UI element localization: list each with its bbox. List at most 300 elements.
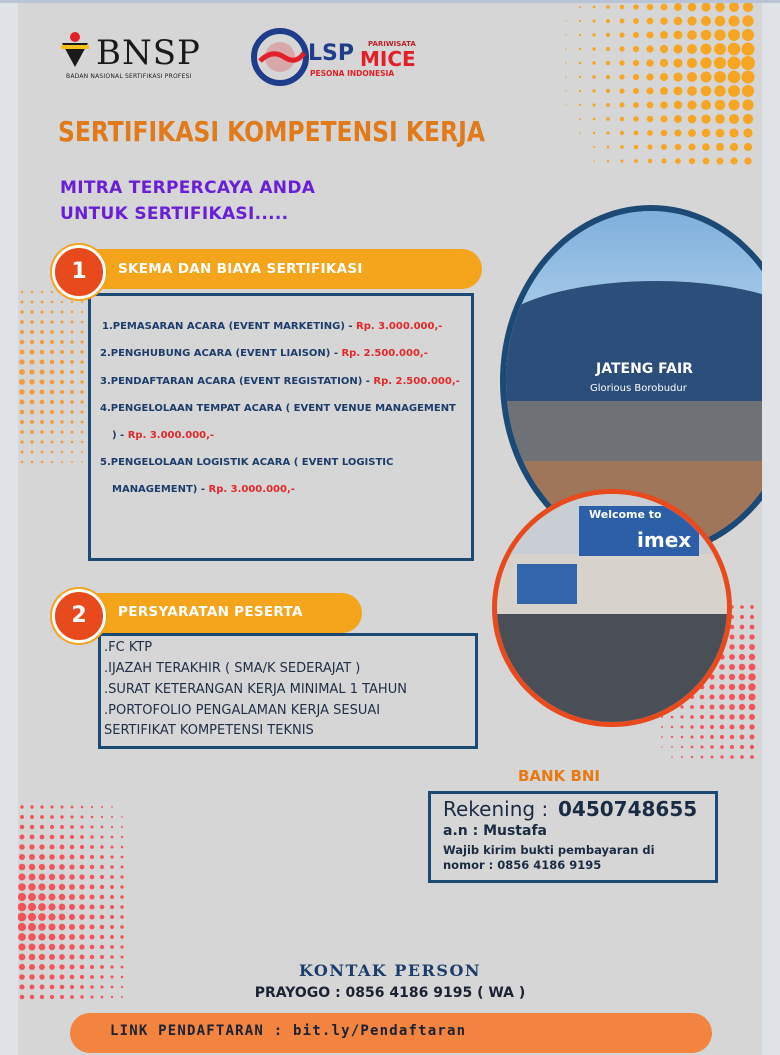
halftone-dot bbox=[714, 43, 726, 55]
halftone-dot bbox=[690, 735, 693, 738]
halftone-dot bbox=[79, 914, 85, 920]
halftone-dot bbox=[28, 893, 36, 901]
halftone-dot bbox=[749, 644, 755, 650]
halftone-dot bbox=[750, 605, 754, 609]
halftone-dot bbox=[671, 736, 673, 738]
halftone-dot bbox=[606, 117, 610, 121]
lsp-logo-text: LSP bbox=[308, 41, 354, 66]
halftone-dot bbox=[40, 360, 45, 365]
bnsp-subtitle: BADAN NASIONAL SERTIFIKASI PROFESI bbox=[66, 73, 192, 80]
halftone-dot bbox=[111, 806, 113, 808]
halftone-dot bbox=[30, 310, 33, 313]
requirement-item: .PORTOFOLIO PENGALAMAN KERJA SESUAI bbox=[104, 703, 381, 718]
halftone-dot bbox=[40, 420, 44, 424]
halftone-dot bbox=[20, 310, 23, 313]
halftone-dot bbox=[21, 291, 23, 293]
halftone-dot bbox=[739, 694, 746, 701]
halftone-dot bbox=[30, 815, 34, 819]
halftone-dot bbox=[620, 103, 625, 108]
halftone-dots-top-right bbox=[548, 3, 762, 173]
halftone-dot bbox=[120, 875, 123, 878]
halftone-dot bbox=[71, 431, 74, 434]
halftone-dot bbox=[660, 17, 668, 25]
halftone-dot bbox=[741, 56, 755, 70]
halftone-dot bbox=[729, 684, 735, 690]
halftone-dot bbox=[49, 934, 56, 941]
halftone-dot bbox=[592, 75, 595, 78]
item-text: PENGELOLAAN TEMPAT ACARA ( EVENT VENUE MANAGEMENT bbox=[110, 403, 456, 414]
halftone-dot bbox=[59, 934, 65, 940]
halftone-dot bbox=[60, 835, 64, 839]
halftone-dot bbox=[703, 158, 710, 165]
halftone-dot bbox=[688, 115, 697, 124]
halftone-dot bbox=[660, 115, 667, 122]
right-gutter bbox=[762, 3, 780, 1055]
halftone-dot bbox=[60, 350, 64, 354]
halftone-dot bbox=[739, 674, 746, 681]
halftone-dot bbox=[60, 380, 64, 384]
halftone-dot bbox=[687, 86, 697, 96]
halftone-dot bbox=[71, 311, 73, 313]
halftone-dot bbox=[619, 32, 624, 37]
halftone-dot bbox=[50, 835, 55, 840]
requirement-item: .SURAT KETERANGAN KERJA MINIMAL 1 TAHUN bbox=[104, 682, 407, 697]
halftone-dot bbox=[29, 369, 34, 374]
halftone-dot bbox=[28, 883, 35, 890]
halftone-dot bbox=[749, 704, 756, 711]
halftone-dot bbox=[39, 954, 45, 960]
registration-link-text[interactable]: LINK PENDAFTARAN : bit.ly/Pendaftaran bbox=[110, 1023, 467, 1039]
halftone-dot bbox=[702, 143, 710, 151]
account-name: a.n : Mustafa bbox=[443, 823, 547, 839]
halftone-dot bbox=[70, 400, 74, 404]
halftone-dot bbox=[80, 835, 84, 839]
halftone-dot bbox=[714, 71, 726, 83]
halftone-dot bbox=[28, 933, 36, 941]
halftone-dot bbox=[660, 45, 668, 53]
item-price: Rp. 2.500.000,- bbox=[341, 348, 428, 359]
halftone-dot bbox=[48, 923, 55, 930]
halftone-dot bbox=[741, 42, 754, 55]
halftone-dot bbox=[110, 895, 114, 899]
halftone-dot bbox=[691, 746, 694, 749]
halftone-dot bbox=[740, 755, 744, 759]
halftone-dot bbox=[593, 132, 595, 134]
halftone-dot bbox=[40, 410, 44, 414]
halftone-dot bbox=[750, 625, 755, 630]
halftone-dot bbox=[69, 944, 75, 950]
payment-note-line-2: nomor : 0856 4186 9195 bbox=[443, 858, 602, 872]
halftone-dot bbox=[120, 915, 124, 919]
halftone-dot bbox=[729, 114, 739, 124]
halftone-dot bbox=[688, 143, 695, 150]
halftone-dot bbox=[60, 360, 64, 364]
halftone-dot bbox=[647, 116, 653, 122]
halftone-dot bbox=[739, 724, 744, 729]
halftone-dot bbox=[100, 955, 104, 959]
halftone-dot bbox=[28, 943, 35, 950]
halftone-dot bbox=[661, 158, 666, 163]
halftone-dot bbox=[79, 924, 85, 930]
halftone-dot bbox=[729, 694, 735, 700]
halftone-dot bbox=[20, 350, 25, 355]
item-prefix: 3. bbox=[100, 376, 111, 387]
item-text: ) - bbox=[112, 430, 128, 441]
halftone-dot bbox=[100, 845, 103, 848]
halftone-dot bbox=[749, 634, 754, 639]
halftone-dot bbox=[70, 380, 74, 384]
halftone-dot bbox=[100, 835, 103, 838]
halftone-dot bbox=[71, 301, 73, 303]
halftone-dot bbox=[720, 725, 725, 730]
halftone-dot bbox=[714, 85, 725, 96]
item-text: PENGHUBUNG ACARA (EVENT LIAISON) - bbox=[110, 348, 342, 359]
bnsp-logo-text: BNSP bbox=[96, 33, 201, 73]
halftone-dot bbox=[689, 158, 695, 164]
halftone-dot bbox=[70, 835, 74, 839]
halftone-dot bbox=[50, 430, 53, 433]
requirement-item: SERTIFIKAT KOMPETENSI TEKNIS bbox=[104, 723, 314, 738]
halftone-dot bbox=[70, 360, 74, 364]
photo2-brand: imex bbox=[637, 528, 692, 552]
scheme-item-4 bbox=[100, 403, 456, 414]
halftone-dot bbox=[20, 815, 24, 819]
lsp-pariwisata-text: PARIWISATA bbox=[368, 40, 416, 48]
halftone-dot bbox=[49, 944, 55, 950]
halftone-dot bbox=[714, 29, 725, 40]
halftone-dot bbox=[565, 90, 566, 91]
halftone-dot bbox=[681, 756, 683, 758]
halftone-dot bbox=[727, 56, 740, 69]
halftone-dot bbox=[688, 129, 696, 137]
section1-label: SKEMA DAN BIAYA SERTIFIKASI bbox=[118, 261, 363, 277]
contact-title: KONTAK PERSON bbox=[298, 961, 482, 980]
halftone-dot bbox=[647, 144, 652, 149]
halftone-dot bbox=[21, 301, 24, 304]
halftone-dot bbox=[121, 846, 124, 849]
halftone-dot bbox=[633, 102, 639, 108]
halftone-dot bbox=[70, 330, 73, 333]
halftone-dot bbox=[728, 29, 740, 41]
halftone-dot bbox=[31, 291, 33, 293]
halftone-dot bbox=[69, 914, 75, 920]
halftone-dot bbox=[18, 923, 26, 931]
halftone-dot bbox=[687, 30, 697, 40]
halftone-dot bbox=[120, 935, 123, 938]
halftone-dot bbox=[70, 390, 74, 394]
halftone-dot bbox=[110, 915, 114, 919]
item-prefix: 4. bbox=[100, 403, 111, 414]
halftone-dot bbox=[749, 664, 756, 671]
halftone-dot bbox=[29, 854, 35, 860]
halftone-dot bbox=[660, 59, 668, 67]
halftone-dot bbox=[30, 805, 33, 808]
halftone-dot bbox=[20, 400, 25, 405]
halftone-dot bbox=[716, 157, 723, 164]
halftone-dot bbox=[81, 421, 84, 424]
halftone-dot bbox=[740, 745, 744, 749]
halftone-dot bbox=[674, 3, 682, 11]
halftone-dot bbox=[49, 844, 54, 849]
halftone-dot bbox=[40, 310, 43, 313]
halftone-dot bbox=[40, 320, 43, 323]
halftone-dot bbox=[647, 4, 653, 10]
halftone-dot bbox=[49, 854, 55, 860]
halftone-dot bbox=[673, 44, 682, 53]
halftone-dot bbox=[28, 923, 36, 931]
halftone-dot bbox=[729, 664, 735, 670]
halftone-dot bbox=[90, 825, 93, 828]
halftone-dot bbox=[730, 143, 738, 151]
halftone-dot bbox=[120, 945, 123, 948]
halftone-dot bbox=[730, 735, 735, 740]
halftone-dot bbox=[38, 923, 46, 931]
halftone-dot bbox=[633, 88, 639, 94]
halftone-dot bbox=[687, 58, 697, 68]
halftone-dot bbox=[110, 885, 114, 889]
halftone-dot bbox=[674, 17, 682, 25]
scheme-item-4-cont bbox=[112, 430, 214, 441]
halftone-dot bbox=[59, 874, 65, 880]
halftone-dot bbox=[20, 825, 24, 829]
halftone-dot bbox=[60, 340, 64, 344]
halftone-dot bbox=[675, 158, 681, 164]
halftone-dot bbox=[80, 865, 85, 870]
halftone-dot bbox=[81, 341, 84, 344]
halftone-dot bbox=[61, 441, 64, 444]
halftone-dot bbox=[41, 461, 43, 463]
halftone-dot bbox=[592, 61, 595, 64]
halftone-dot bbox=[100, 935, 104, 939]
halftone-dot bbox=[40, 400, 45, 405]
halftone-dot bbox=[69, 884, 75, 890]
halftone-dot bbox=[715, 100, 726, 111]
halftone-dot bbox=[742, 99, 753, 110]
halftone-dot bbox=[81, 411, 84, 414]
halftone-dot bbox=[60, 430, 63, 433]
halftone-dot bbox=[673, 58, 682, 67]
halftone-dot bbox=[30, 400, 35, 405]
halftone-dot bbox=[729, 644, 734, 649]
halftone-dot bbox=[41, 291, 43, 293]
halftone-dot bbox=[60, 330, 63, 333]
halftone-dot bbox=[81, 451, 83, 453]
imex-photo bbox=[492, 489, 732, 727]
halftone-dot bbox=[620, 117, 625, 122]
halftone-dot bbox=[121, 836, 123, 838]
halftone-dot bbox=[31, 451, 34, 454]
halftone-dot bbox=[28, 903, 36, 911]
halftone-dot bbox=[50, 420, 54, 424]
halftone-dot bbox=[579, 118, 581, 120]
item-prefix: 5. bbox=[100, 457, 111, 468]
halftone-dot bbox=[646, 31, 653, 38]
halftone-dot bbox=[111, 836, 114, 839]
halftone-dot bbox=[120, 925, 123, 928]
halftone-dot bbox=[100, 925, 105, 930]
halftone-dot bbox=[748, 683, 755, 690]
halftone-dot bbox=[79, 874, 84, 879]
item-text: PENDAFTARAN ACARA (EVENT REGISTATION) - bbox=[110, 376, 374, 387]
halftone-dot bbox=[700, 57, 711, 68]
halftone-dot bbox=[38, 903, 46, 911]
halftone-dot bbox=[70, 825, 74, 829]
halftone-dot bbox=[579, 6, 581, 8]
halftone-dot bbox=[660, 87, 668, 95]
halftone-dot bbox=[606, 33, 610, 37]
halftone-dot bbox=[48, 903, 55, 910]
halftone-dot bbox=[620, 159, 623, 162]
halftone-dot bbox=[714, 57, 726, 69]
halftone-dot bbox=[619, 74, 624, 79]
halftone-dot bbox=[701, 44, 712, 55]
requirement-item: .IJAZAH TERAKHIR ( SMA/K SEDERAJAT ) bbox=[104, 661, 361, 676]
halftone-dot bbox=[633, 4, 638, 9]
halftone-dot bbox=[729, 674, 735, 680]
page-title: SERTIFIKASI KOMPETENSI KERJA bbox=[58, 115, 485, 148]
halftone-dot bbox=[70, 350, 74, 354]
halftone-dot bbox=[687, 72, 697, 82]
halftone-dot bbox=[565, 48, 567, 50]
halftone-dot bbox=[50, 410, 54, 414]
halftone-dot bbox=[80, 390, 83, 393]
halftone-dot bbox=[100, 885, 104, 889]
halftone-dot bbox=[89, 894, 94, 899]
halftone-dot bbox=[728, 85, 740, 97]
section2-number-badge: 2 bbox=[52, 589, 106, 643]
halftone-dot bbox=[742, 29, 754, 41]
halftone-dot bbox=[592, 19, 595, 22]
halftone-dot bbox=[579, 20, 581, 22]
scheme-item-1 bbox=[102, 321, 442, 332]
section2-label: PERSYARATAN PESERTA bbox=[118, 604, 303, 620]
halftone-dot bbox=[91, 806, 93, 808]
halftone-dot bbox=[18, 883, 26, 891]
halftone-dot bbox=[120, 895, 123, 898]
halftone-dot bbox=[70, 815, 73, 818]
halftone-dot bbox=[41, 301, 44, 304]
halftone-dot bbox=[79, 904, 85, 910]
halftone-dot bbox=[19, 379, 25, 385]
halftone-dot bbox=[81, 816, 84, 819]
halftone-dot bbox=[565, 20, 566, 21]
halftone-dot bbox=[110, 875, 114, 879]
halftone-dot bbox=[50, 350, 54, 354]
halftone-dot bbox=[50, 390, 54, 394]
halftone-dot bbox=[646, 73, 653, 80]
halftone-dot bbox=[29, 389, 34, 394]
halftone-dot bbox=[38, 893, 45, 900]
poster bbox=[18, 3, 762, 1055]
halftone-dot bbox=[633, 32, 639, 38]
halftone-dot bbox=[50, 805, 53, 808]
halftone-dot bbox=[91, 816, 94, 819]
halftone-dot bbox=[748, 673, 755, 680]
halftone-dot bbox=[59, 884, 65, 890]
rekening-label: Rekening : bbox=[443, 797, 549, 821]
halftone-dot bbox=[70, 855, 75, 860]
halftone-dot bbox=[675, 144, 682, 151]
halftone-dot bbox=[59, 864, 65, 870]
halftone-dot bbox=[50, 400, 54, 404]
halftone-dot bbox=[740, 605, 744, 609]
halftone-dot bbox=[710, 745, 713, 748]
halftone-dot bbox=[21, 461, 24, 464]
halftone-dot bbox=[633, 60, 639, 66]
halftone-dot bbox=[49, 884, 56, 891]
halftone-dot bbox=[60, 320, 63, 323]
halftone-dot bbox=[50, 815, 54, 819]
halftone-dot bbox=[90, 935, 95, 940]
halftone-dot bbox=[30, 340, 34, 344]
halftone-dot bbox=[607, 146, 610, 149]
subtitle-line-2: UNTUK SERTIFIKASI..... bbox=[60, 204, 289, 224]
halftone-dot bbox=[729, 714, 734, 719]
halftone-dot bbox=[50, 360, 54, 364]
halftone-dot bbox=[606, 47, 610, 51]
halftone-dot bbox=[620, 131, 624, 135]
halftone-dot bbox=[69, 954, 74, 959]
halftone-dot bbox=[100, 875, 104, 879]
halftone-dot bbox=[100, 915, 105, 920]
halftone-dot bbox=[701, 100, 711, 110]
halftone-dot bbox=[701, 3, 710, 12]
halftone-dot bbox=[30, 350, 35, 355]
halftone-dot bbox=[30, 320, 34, 324]
halftone-dot bbox=[60, 370, 64, 374]
halftone-dot bbox=[59, 944, 65, 950]
halftone-dot bbox=[111, 826, 113, 828]
halftone-dot bbox=[70, 420, 73, 423]
halftone-dot bbox=[89, 924, 94, 929]
halftone-dot bbox=[750, 735, 755, 740]
halftone-dot bbox=[40, 430, 44, 434]
halftone-dot bbox=[20, 440, 23, 443]
halftone-dot bbox=[660, 73, 668, 81]
bank-title: BANK BNI bbox=[518, 767, 601, 785]
halftone-dot bbox=[20, 420, 24, 424]
halftone-dot bbox=[90, 835, 93, 838]
halftone-dot bbox=[646, 87, 653, 94]
halftone-dot bbox=[30, 825, 34, 829]
halftone-dot bbox=[81, 461, 83, 463]
halftone-dot bbox=[701, 16, 711, 26]
halftone-dot bbox=[660, 101, 668, 109]
item-prefix: 2. bbox=[100, 348, 111, 359]
halftone-dot bbox=[592, 89, 595, 92]
halftone-dot bbox=[20, 330, 24, 334]
halftone-dot bbox=[90, 865, 94, 869]
halftone-dot bbox=[40, 825, 44, 829]
halftone-dot bbox=[730, 635, 735, 640]
halftone-dot bbox=[606, 131, 609, 134]
halftone-dot bbox=[660, 31, 668, 39]
halftone-dot bbox=[100, 855, 104, 859]
halftone-dot bbox=[701, 756, 704, 759]
halftone-dot bbox=[716, 129, 725, 138]
halftone-dot bbox=[79, 944, 84, 949]
halftone-dot bbox=[61, 461, 63, 463]
halftone-dot bbox=[71, 321, 74, 324]
halftone-dot bbox=[60, 815, 63, 818]
halftone-dot bbox=[60, 825, 64, 829]
halftone-dot bbox=[690, 725, 693, 728]
halftone-dot bbox=[30, 835, 35, 840]
halftone-dot bbox=[39, 844, 44, 849]
halftone-dot bbox=[743, 128, 752, 137]
halftone-dot bbox=[30, 440, 33, 443]
halftone-dot bbox=[101, 816, 103, 818]
